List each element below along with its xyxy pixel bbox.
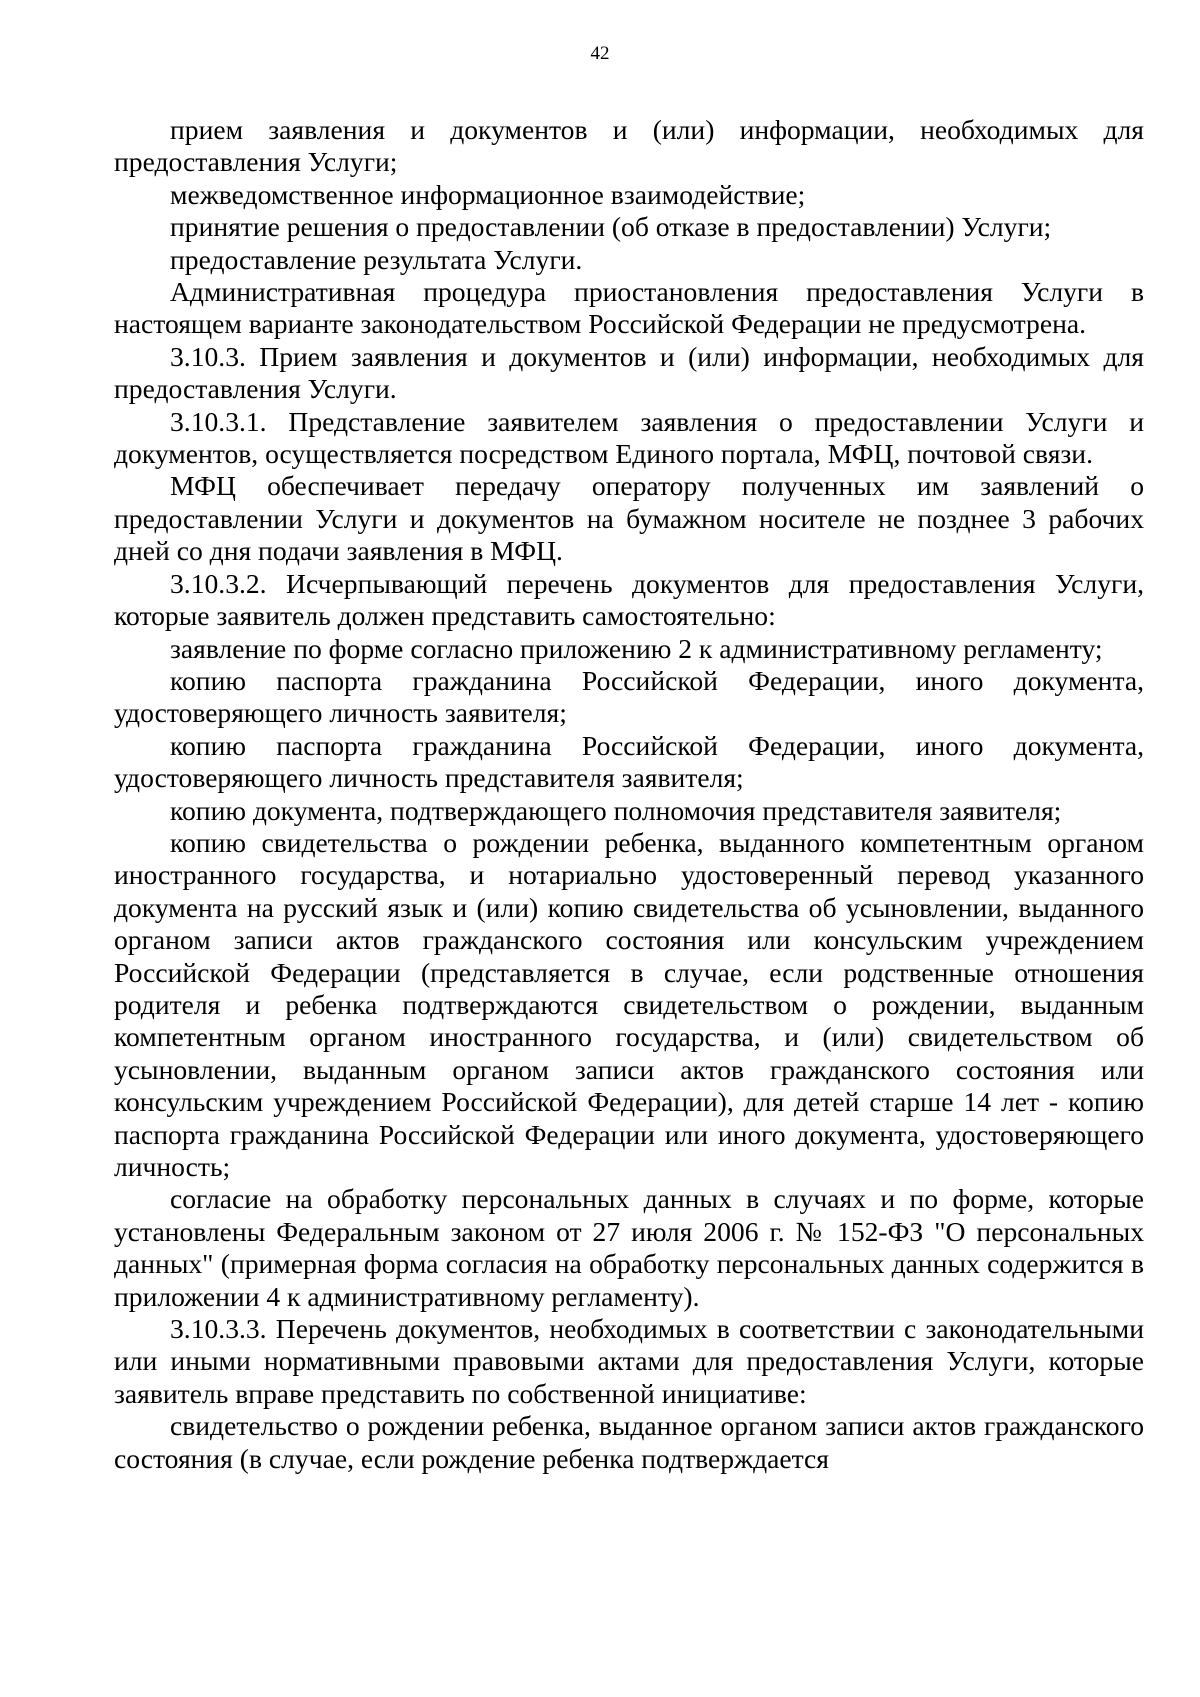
paragraph-6: 3.10.3. Прием заявления и документов и (или) информации, необходимых для предоставления Услуги. [114,340,1144,405]
paragraph-13: копию документа, подтверждающего полномочия представителя заявителя; [170,794,1062,826]
paragraph-11: копию паспорта гражданина Российской Федерации, иного документа, удостоверяющего личность заявителя; [114,664,1144,729]
paragraph-4: предоставление результата Услуги. [170,243,583,275]
paragraph-1: прием заявления и документов и (или) информации, необходимых для предоставления Услуги; [114,114,1144,178]
paragraph-12: копию паспорта гражданина Российской Федерации, иного документа, удостоверяющего личность представителя заявителя; [114,729,1144,794]
paragraph-9: 3.10.3.2. Исчерпывающий перечень документов для предоставления Услуги, которые заявитель должен представить самостоятельно: [114,567,1144,632]
paragraph-5: Административная процедура приостановления предоставления Услуги в настоящем варианте законодательством Российской Федерации не предусмотрена. [114,276,1144,340]
paragraph-2: межведомственное информационное взаимодействие; [170,178,806,210]
paragraph-16: 3.10.3.3. Перечень документов, необходимых в соответствии с законодательными или иными нормативными правовыми актами для предоставления Услуги, которые заявитель вправе представить по собственной инициативе: [114,1313,1144,1409]
paragraph-15: согласие на обработку персональных данных в случаях и по форме, которые установлены Федеральным законом от 27 июля 2006 г. № 152-ФЗ "О персональных данных" (примерная форма согласия на обработку персональных данных содержится в приложении 4 к административному регламенту). [114,1183,1144,1312]
paragraph-17: свидетельство о рождении ребенка, выданное органом записи актов гражданского состояния (в случае, если рождение ребенка подтверждается [114,1410,1144,1474]
paragraph-14: копию свидетельства о рождении ребенка, выданного компетентным органом иностранного государства, и нотариально удостоверенный перевод указанного документа на русский язык и (или) копию свидетельства об усыновлении, выданного органом записи актов гражданского состояния или консульским учреждением Российской Федерации (представляется в случае, если родственные отношения родителя и ребенка подтверждаются свидетельством о рождении, выданным компетентным органом иностранного государства, и (или) свидетельством об усыновлении, выданным органом записи актов гражданского состояния или консульским учреждением Российской Федерации), для детей старше 14 лет - копию паспорта гражданина Российской Федерации или иного документа, удостоверяющего личность; [114,826,1144,1182]
paragraph-7: 3.10.3.1. Представление заявителем заявления о предоставлении Услуги и документов, осуществляется посредством Единого портала, МФЦ, почтовой связи. [114,405,1144,470]
document-body [114,114,1144,1475]
paragraph-8: МФЦ обеспечивает передачу оператору полученных им заявлений о предоставлении Услуги и документов на бумажном носителе не позднее 3 рабочих дней со дня подачи заявления в МФЦ. [114,470,1144,567]
paragraph-10: заявление по форме согласно приложению 2 к административному регламенту; [170,632,1103,664]
page-number: 42 [590,43,610,64]
paragraph-3: принятие решения о предоставлении (об отказе в предоставлении) Услуги; [170,211,1052,243]
